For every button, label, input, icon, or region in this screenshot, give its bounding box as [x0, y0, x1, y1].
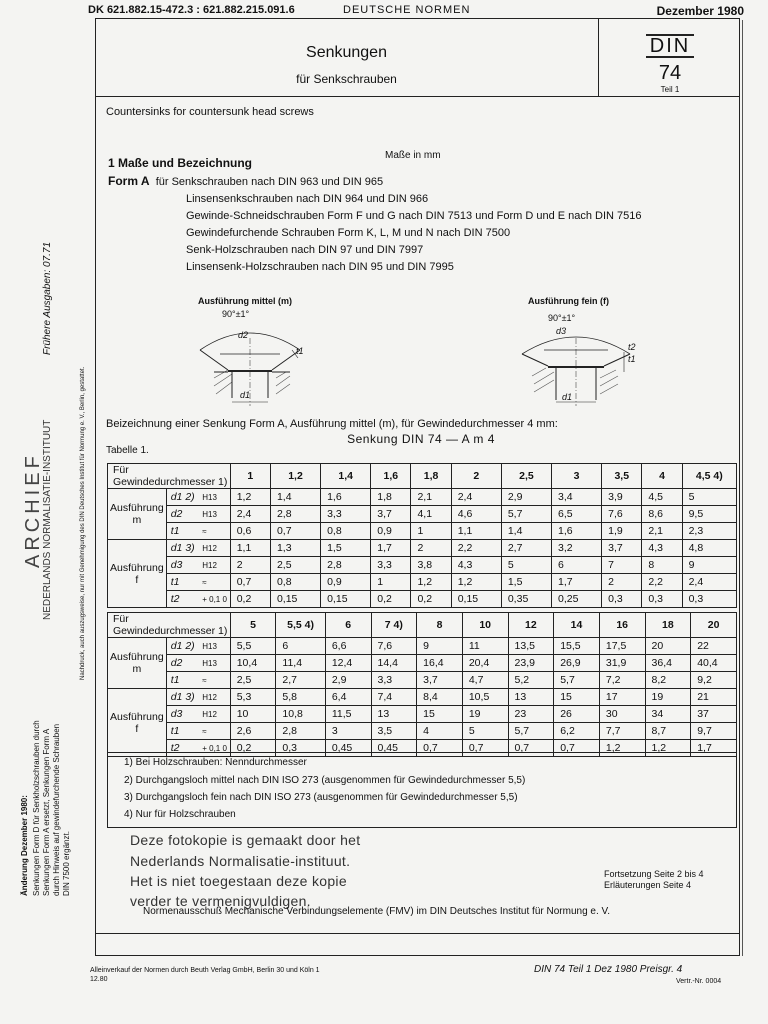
margin-archief-stamp: ARCHIEF [22, 452, 44, 568]
table-cell: 0,9 [371, 523, 411, 540]
size-cell: 1,4 [321, 464, 371, 489]
form-a-label: Form A [108, 174, 150, 188]
table-cell: 8,2 [645, 672, 691, 689]
table-cell: 1,6 [552, 523, 602, 540]
size-cell: 1,2 [270, 464, 320, 489]
table-cell: 3,3 [371, 557, 411, 574]
table-cell: 0,25 [552, 591, 602, 608]
table-symbol: d1 2) [166, 489, 200, 506]
table-row [108, 706, 737, 723]
table-row [108, 723, 737, 740]
table-cell: 0,35 [501, 591, 551, 608]
table-cell: 5 [682, 489, 736, 506]
table-cell: 19 [645, 689, 691, 706]
table-caption: Tabelle 1. [106, 445, 149, 456]
designation-code: Senkung DIN 74 — A m 4 [347, 432, 495, 446]
figure-left-title: Ausführung mittel (m) [198, 296, 292, 306]
table-cell: 20 [645, 638, 691, 655]
table-cell: 3,8 [411, 557, 451, 574]
margin-amendment-line: Senkungen Form D für Senkholzschrauben durch [32, 720, 41, 896]
table-group-label: Ausführung f [108, 689, 167, 757]
table-tolerance: H13 [200, 506, 230, 523]
table-row [108, 574, 737, 591]
table-cell: 0,7 [508, 740, 554, 757]
margin-amendment-line: Senkungen Form A ersetzt, Senkungen Form A [42, 728, 51, 896]
table-symbol: t1 [166, 723, 200, 740]
footer-edition: 12.80 [90, 976, 108, 983]
size-cell: 1,6 [371, 464, 411, 489]
table-cell: 2,4 [230, 506, 270, 523]
footnote: 3) Durchgangsloch fein nach DIN ISO 273 (ausgenommen für Gewindedurchmesser 5,5) [124, 792, 518, 803]
table-cell: 1,5 [501, 574, 551, 591]
label-t2-right: t2 [628, 342, 636, 352]
table-symbol: d1 3) [166, 689, 200, 706]
table-cell: 21 [691, 689, 737, 706]
table-cell: 6,5 [552, 506, 602, 523]
size-cell: 12 [508, 613, 554, 638]
table-cell: 9 [682, 557, 736, 574]
footnote: 4) Nur für Holzschrauben [124, 809, 236, 820]
table-cell: 9,2 [691, 672, 737, 689]
table-cell: 0,8 [321, 523, 371, 540]
table-symbol: t1 [166, 672, 200, 689]
table-group-label: Ausführung f [108, 540, 167, 608]
table-cell: 7,6 [371, 638, 417, 655]
table-cell: 0,3 [682, 591, 736, 608]
size-cell: 14 [554, 613, 600, 638]
table-cell: 1,7 [691, 740, 737, 757]
table-cell: 7,7 [599, 723, 645, 740]
din-number-block [600, 34, 740, 94]
table-cell: 2,1 [411, 489, 451, 506]
size-cell: 5 [230, 613, 276, 638]
committee-note: Normenausschuß Mechanische Verbindungselemente (FMV) im DIN Deutsches Institut für Normung e. V. [143, 906, 611, 917]
table-cell: 5,8 [276, 689, 325, 706]
margin-reprint-note: Nachdruck, auch auszugsweise, nur mit Genehmigung des DIN Deutsches Institut für Normung e. V., Berlin, gestattet. [80, 366, 86, 680]
table-cell: 26 [554, 706, 600, 723]
table-symbol: d3 [166, 557, 200, 574]
table-cell: 0,9 [321, 574, 371, 591]
table-cell: 1,5 [321, 540, 371, 557]
table-row [108, 557, 737, 574]
table-cell: 5,7 [508, 723, 554, 740]
table-cell: 36,4 [645, 655, 691, 672]
table-cell: 17,5 [599, 638, 645, 655]
table-cell: 1,7 [552, 574, 602, 591]
size-cell: 18 [645, 613, 691, 638]
bottom-divider [95, 933, 740, 934]
table-cell: 4,3 [642, 540, 682, 557]
form-a-item: Linsensenk-Holzschrauben nach DIN 95 und DIN 7995 [186, 261, 454, 273]
table-cell: 2,4 [451, 489, 501, 506]
size-cell: 2 [451, 464, 501, 489]
table-row [108, 523, 737, 540]
table-sizes-1 [107, 463, 737, 608]
copy-stamp-line: Het is niet toegestaan deze kopie [130, 873, 347, 889]
table-cell: 13,5 [508, 638, 554, 655]
table-cell: 1,7 [371, 540, 411, 557]
table-cell: 5,3 [230, 689, 276, 706]
table-cell: 4,3 [451, 557, 501, 574]
table-cell: 15 [417, 706, 463, 723]
table-cell: 22 [691, 638, 737, 655]
table-cell: 1,2 [230, 489, 270, 506]
size-cell: 3,5 [602, 464, 642, 489]
table-cell: 2,3 [682, 523, 736, 540]
table-cell: 5,2 [508, 672, 554, 689]
continuation-note [604, 869, 704, 891]
form-a-item: Gewindefurchende Schrauben Form K, L, M und N nach DIN 7500 [186, 227, 511, 239]
form-a-item: Linsensenkschrauben nach DIN 964 und DIN 966 [186, 193, 429, 205]
issue-date: Dezember 1980 [656, 4, 744, 18]
table-cell: 10,5 [462, 689, 508, 706]
table-cell: 7,4 [371, 689, 417, 706]
table-cell: 31,9 [599, 655, 645, 672]
table-cell: 13 [508, 689, 554, 706]
table-cell: 6 [276, 638, 325, 655]
english-title: Countersinks for countersunk head screws [106, 106, 314, 118]
size-cell: 7 4) [371, 613, 417, 638]
table-symbol: t1 [166, 523, 200, 540]
table-cell: 1 [371, 574, 411, 591]
label-d2: d2 [238, 330, 249, 340]
table-tolerance: + 0,1 0 [200, 740, 230, 757]
table-cell: 0,2 [230, 740, 276, 757]
table-cell: 5 [501, 557, 551, 574]
table-cell: 4,5 [642, 489, 682, 506]
table-symbol: d2 [166, 655, 200, 672]
din-logo: DIN [646, 34, 694, 58]
table-cell: 1,2 [451, 574, 501, 591]
table-cell: 1,1 [451, 523, 501, 540]
table-cell: 0,45 [371, 740, 417, 757]
size-cell: 20 [691, 613, 737, 638]
size-cell: 8 [417, 613, 463, 638]
table-cell: 2,2 [642, 574, 682, 591]
table-cell: 10 [230, 706, 276, 723]
table-cell: 0,2 [230, 591, 270, 608]
table-cell: 5,5 [230, 638, 276, 655]
figure-right-angle: 90°±1° [548, 313, 576, 323]
table-cell: 8,7 [645, 723, 691, 740]
table-cell: 3,2 [552, 540, 602, 557]
table-cell: 0,2 [411, 591, 451, 608]
table-cell: 17 [599, 689, 645, 706]
table-cell: 10,4 [230, 655, 276, 672]
table-cell: 2,6 [230, 723, 276, 740]
table-tolerance: + 0,1 0 [200, 591, 230, 608]
margin-amendment-line: DIN 7500 ergänzt. [62, 831, 71, 896]
table-tolerance: ≈ [200, 672, 230, 689]
label-t1-left: t1 [296, 346, 304, 356]
table-cell: 3,7 [371, 506, 411, 523]
table-group-label: Ausführung m [108, 489, 167, 540]
form-a-line [108, 174, 383, 188]
size-cell: 2,5 [501, 464, 551, 489]
table-cell: 1,2 [411, 574, 451, 591]
table-symbol: t2 [166, 740, 200, 757]
margin-amendment-line: durch Hinweis auf gewindefurchende Schrauben [52, 723, 61, 896]
table-cell: 0,7 [554, 740, 600, 757]
size-cell: 6 [325, 613, 371, 638]
table-cell: 1,4 [501, 523, 551, 540]
table-cell: 3,4 [552, 489, 602, 506]
table-cell: 15,5 [554, 638, 600, 655]
table-cell: 0,6 [230, 523, 270, 540]
table-symbol: t1 [166, 574, 200, 591]
table-cell: 0,7 [462, 740, 508, 757]
table-cell: 23 [508, 706, 554, 723]
table-tolerance: ≈ [200, 723, 230, 740]
table-head-label: Für Gewindedurchmesser 1) [108, 464, 231, 489]
size-cell: 1,8 [411, 464, 451, 489]
deutsche-normen-label: DEUTSCHE NORMEN [343, 4, 471, 16]
table-cell: 1,8 [371, 489, 411, 506]
table-cell: 40,4 [691, 655, 737, 672]
table-cell: 13 [371, 706, 417, 723]
margin-previous-editions: Frühere Ausgaben: 07.71 [42, 241, 53, 355]
table-group-label: Ausführung m [108, 638, 167, 689]
form-a-list [186, 191, 642, 276]
table-cell: 0,3 [602, 591, 642, 608]
copy-stamp-line: verder te vermenigvuldigen. [130, 893, 311, 909]
copy-stamp-line: Deze fotokopie is gemaakt door het [130, 832, 361, 848]
table-cell: 0,15 [270, 591, 320, 608]
table-tolerance: H12 [200, 706, 230, 723]
fortsetzung: Fortsetzung Seite 2 bis 4 [604, 869, 704, 879]
footnote: 2) Durchgangsloch mittel nach DIN ISO 273 (ausgenommen für Gewindedurchmesser 5,5) [124, 775, 526, 786]
table-cell: 2 [602, 574, 642, 591]
form-a-item: Gewinde-Schneidschrauben Form F und G nach DIN 7513 und Form D und E nach DIN 7516 [186, 210, 642, 222]
table-cell: 2,7 [276, 672, 325, 689]
footer-publisher [90, 966, 320, 984]
footer-publisher-line: Alleinverkauf der Normen durch Beuth Verlag GmbH, Berlin 30 und Köln 1 [90, 967, 320, 974]
table-cell: 8,6 [642, 506, 682, 523]
table-cell: 11,4 [276, 655, 325, 672]
right-margin-line [742, 20, 743, 956]
table-row [108, 540, 737, 557]
table-cell: 9,7 [691, 723, 737, 740]
table-cell: 2,9 [501, 489, 551, 506]
table-row [108, 489, 737, 506]
table-cell: 3,7 [602, 540, 642, 557]
table-cell: 4 [417, 723, 463, 740]
table-cell: 2,7 [501, 540, 551, 557]
size-cell: 4 [642, 464, 682, 489]
footer-din-ref: DIN 74 Teil 1 Dez 1980 Preisgr. 4 [534, 964, 683, 975]
table-cell: 30 [599, 706, 645, 723]
top-bar [88, 4, 748, 18]
table-cell: 16,4 [417, 655, 463, 672]
table-symbol: d1 2) [166, 638, 200, 655]
table-cell: 2,9 [325, 672, 371, 689]
table-cell: 1,6 [321, 489, 371, 506]
table-tolerance: ≈ [200, 574, 230, 591]
table-cell: 1,9 [602, 523, 642, 540]
table-cell: 3 [325, 723, 371, 740]
table-symbol: t2 [166, 591, 200, 608]
table-cell: 0,8 [270, 574, 320, 591]
din-teil: Teil 1 [660, 85, 680, 94]
size-cell: 1 [230, 464, 270, 489]
table-symbol: d3 [166, 706, 200, 723]
form-a-item: Senk-Holzschrauben nach DIN 97 und DIN 7997 [186, 244, 424, 256]
table-cell: 8,4 [417, 689, 463, 706]
table-cell: 10,8 [276, 706, 325, 723]
form-a-first: für Senkschrauben nach DIN 963 und DIN 965 [155, 176, 384, 188]
table-cell: 12,4 [325, 655, 371, 672]
table-cell: 0,7 [270, 523, 320, 540]
table-cell: 0,3 [642, 591, 682, 608]
table-cell: 7,2 [599, 672, 645, 689]
page-subtitle: für Senkschrauben [296, 72, 397, 86]
table-row [108, 655, 737, 672]
table-cell: 4,8 [682, 540, 736, 557]
table-cell: 3,7 [417, 672, 463, 689]
margin-nni-stamp: NEDERLANDS NORMALISATIE-INSTITUUT [42, 419, 53, 620]
table-cell: 3,3 [321, 506, 371, 523]
table-cell: 0,15 [321, 591, 371, 608]
table-cell: 5,7 [501, 506, 551, 523]
table-cell: 2,8 [276, 723, 325, 740]
table-cell: 3,3 [371, 672, 417, 689]
table-cell: 0,2 [371, 591, 411, 608]
size-cell: 5,5 4) [276, 613, 325, 638]
table-cell: 0,7 [230, 574, 270, 591]
figure-right-title: Ausführung fein (f) [528, 296, 609, 306]
erlaeuterungen: Erläuterungen Seite 4 [604, 880, 692, 890]
table-cell: 4,6 [451, 506, 501, 523]
table-cell: 11,5 [325, 706, 371, 723]
table-tolerance: H12 [200, 557, 230, 574]
table-cell: 1,2 [645, 740, 691, 757]
table-cell: 2,8 [321, 557, 371, 574]
table-cell: 8 [642, 557, 682, 574]
table-cell: 4,1 [411, 506, 451, 523]
table-cell: 5 [462, 723, 508, 740]
table-cell: 1,4 [270, 489, 320, 506]
table-cell: 2,5 [230, 672, 276, 689]
table-cell: 6 [552, 557, 602, 574]
table-cell: 3,9 [602, 489, 642, 506]
table-row [108, 591, 737, 608]
table-tolerance: H13 [200, 655, 230, 672]
table-row [108, 689, 737, 706]
table-cell: 34 [645, 706, 691, 723]
table-cell: 0,15 [451, 591, 501, 608]
table-symbol: d1 3) [166, 540, 200, 557]
table-row [108, 638, 737, 655]
designation-text: Beizeichnung einer Senkung Form A, Ausführung mittel (m), für Gewindedurchmesser 4 mm: [106, 418, 558, 430]
table-cell: 11 [462, 638, 508, 655]
section-heading: 1 Maße und Bezeichnung [108, 156, 253, 170]
table-cell: 1 [411, 523, 451, 540]
table-cell: 9,5 [682, 506, 736, 523]
table-tolerance: ≈ [200, 523, 230, 540]
table-cell: 6,4 [325, 689, 371, 706]
table-cell: 9 [417, 638, 463, 655]
table-cell: 15 [554, 689, 600, 706]
table-cell: 1,1 [230, 540, 270, 557]
table-cell: 0,45 [325, 740, 371, 757]
table-cell: 0,3 [276, 740, 325, 757]
table-cell: 1,2 [599, 740, 645, 757]
table-cell: 4,7 [462, 672, 508, 689]
table-row [108, 672, 737, 689]
table-tolerance: H13 [200, 638, 230, 655]
page-title: Senkungen [306, 44, 387, 61]
margin-amendment-title: Änderung Dezember 1980: [20, 795, 29, 896]
table-cell: 3,5 [371, 723, 417, 740]
copy-stamp-line: Nederlands Normalisatie-instituut. [130, 853, 351, 869]
table-header-row [108, 464, 737, 489]
table-cell: 6,2 [554, 723, 600, 740]
table-cell: 23,9 [508, 655, 554, 672]
table-cell: 2,5 [270, 557, 320, 574]
table-cell: 7 [602, 557, 642, 574]
table-header-row [108, 613, 737, 638]
table-cell: 7,6 [602, 506, 642, 523]
label-d3: d3 [556, 326, 567, 336]
table-cell: 26,9 [554, 655, 600, 672]
table-cell: 2 [411, 540, 451, 557]
table-cell: 2,8 [270, 506, 320, 523]
table-row [108, 506, 737, 523]
din-number: 74 [658, 62, 682, 84]
dk-classification: DK 621.882.15-472.3 : 621.882.215.091.6 [88, 4, 295, 16]
table-cell: 1,3 [270, 540, 320, 557]
label-d1-right: d1 [562, 392, 573, 402]
table-cell: 5,7 [554, 672, 600, 689]
table-tolerance: H12 [200, 689, 230, 706]
table-symbol: d2 [166, 506, 200, 523]
label-d1-left: d1 [240, 390, 251, 400]
table-head-label: Für Gewindedurchmesser 1) [108, 613, 231, 638]
table-tolerance: H12 [200, 540, 230, 557]
label-t1-right: t1 [628, 354, 636, 364]
table-cell: 0,7 [417, 740, 463, 757]
table-tolerance: H13 [200, 489, 230, 506]
header-vertical-divider [598, 18, 599, 96]
units-note: Maße in mm [385, 150, 441, 161]
table-cell: 14,4 [371, 655, 417, 672]
size-cell: 16 [599, 613, 645, 638]
header-divider [95, 96, 740, 97]
table-cell: 2,4 [682, 574, 736, 591]
table-cell: 2,2 [451, 540, 501, 557]
size-cell: 10 [462, 613, 508, 638]
size-cell: 3 [552, 464, 602, 489]
table-cell: 6,6 [325, 638, 371, 655]
table-cell: 37 [691, 706, 737, 723]
size-cell: 4,5 4) [682, 464, 736, 489]
table-cell: 2 [230, 557, 270, 574]
table-sizes-2 [107, 612, 737, 757]
footnote: 1) Bei Holzschrauben: Nenndurchmesser [124, 757, 307, 768]
countersink-diagram-fine [506, 322, 646, 408]
table-cell: 20,4 [462, 655, 508, 672]
figure-left-angle: 90°±1° [222, 309, 250, 319]
footer-vertr: Vertr.-Nr. 0004 [676, 978, 722, 985]
table-cell: 19 [462, 706, 508, 723]
table-cell: 2,1 [642, 523, 682, 540]
